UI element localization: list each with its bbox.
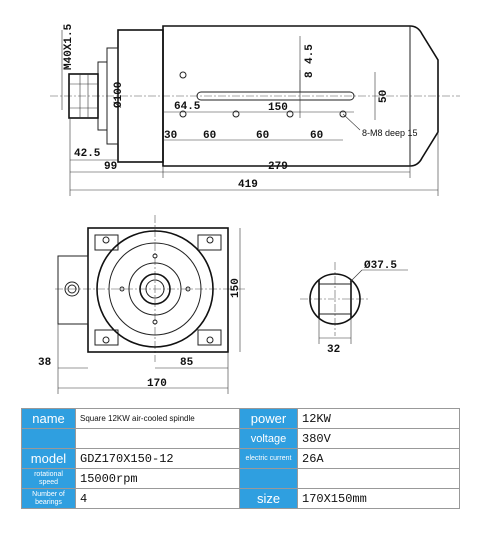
spec-value-bearings: 4 xyxy=(76,489,240,509)
spec-value-voltage: 380V xyxy=(298,429,460,449)
hole-spacing-1-dim: 60 xyxy=(203,130,217,142)
spec-label-power: power xyxy=(240,409,298,429)
spec-value-empty-2 xyxy=(298,469,460,489)
spec-row-bearings xyxy=(22,489,460,509)
total-length-dim: 419 xyxy=(238,179,258,191)
tapped-hole-note: 8-M8 deep 15 xyxy=(362,128,418,138)
hole-offset-dim: 64.5 xyxy=(174,101,201,113)
thread-dim: M40X1.5 xyxy=(63,23,75,70)
front-length-dim: 99 xyxy=(104,161,118,173)
body-length-dim: 279 xyxy=(268,161,288,173)
collar-dia-dim: Ø100 xyxy=(113,81,125,108)
spec-label-voltage: voltage xyxy=(240,429,298,449)
hole-spacing-2-dim: 60 xyxy=(256,130,270,142)
spec-label-model: model xyxy=(22,449,76,469)
spec-value-empty-1 xyxy=(76,429,240,449)
spec-value-size: 170X150mm xyxy=(298,489,460,509)
spec-label-bearings: Number of bearings xyxy=(22,489,76,509)
nose-length-dim: 42.5 xyxy=(74,148,101,160)
spec-label-empty-2 xyxy=(240,469,298,489)
height-right-dim: 50 xyxy=(378,89,390,103)
front-view xyxy=(38,215,245,394)
side-view xyxy=(50,23,460,196)
spec-label-size: size xyxy=(240,489,298,509)
slot-offset-dim: 4.5 xyxy=(304,44,316,64)
spec-row-name xyxy=(22,409,460,429)
spec-row-model xyxy=(22,449,460,469)
hole-spacing-first-dim: 30 xyxy=(164,130,178,142)
spec-value-name: Square 12KW air-cooled spindle xyxy=(76,409,240,429)
spec-value-speed: 15000rpm xyxy=(76,469,240,489)
slot-length-dim: 150 xyxy=(268,102,288,114)
spec-row-speed xyxy=(22,469,460,489)
hole-offset-small-dim: 8 xyxy=(304,71,316,78)
spec-label-current: electric current xyxy=(240,449,298,469)
spec-table xyxy=(21,408,460,509)
front-height-dim: 150 xyxy=(230,278,242,298)
spec-label-speed: rotational speed xyxy=(22,469,76,489)
hole-spacing-3-dim: 60 xyxy=(310,130,324,142)
spec-value-model: GDZ170X150-12 xyxy=(76,449,240,469)
shaft-flat-dim: 32 xyxy=(327,344,341,356)
spec-label-name: name xyxy=(22,409,76,429)
front-width-dim: 170 xyxy=(147,378,167,390)
shaft-dia-dim: Ø37.5 xyxy=(364,260,398,272)
shaft-section xyxy=(300,260,408,356)
front-left-offset-dim: 38 xyxy=(38,357,52,369)
spec-row-voltage xyxy=(22,429,460,449)
front-center-offset-dim: 85 xyxy=(180,357,194,369)
spec-value-power: 12KW xyxy=(298,409,460,429)
spec-label-empty-1 xyxy=(22,429,76,449)
spec-value-current: 26A xyxy=(298,449,460,469)
